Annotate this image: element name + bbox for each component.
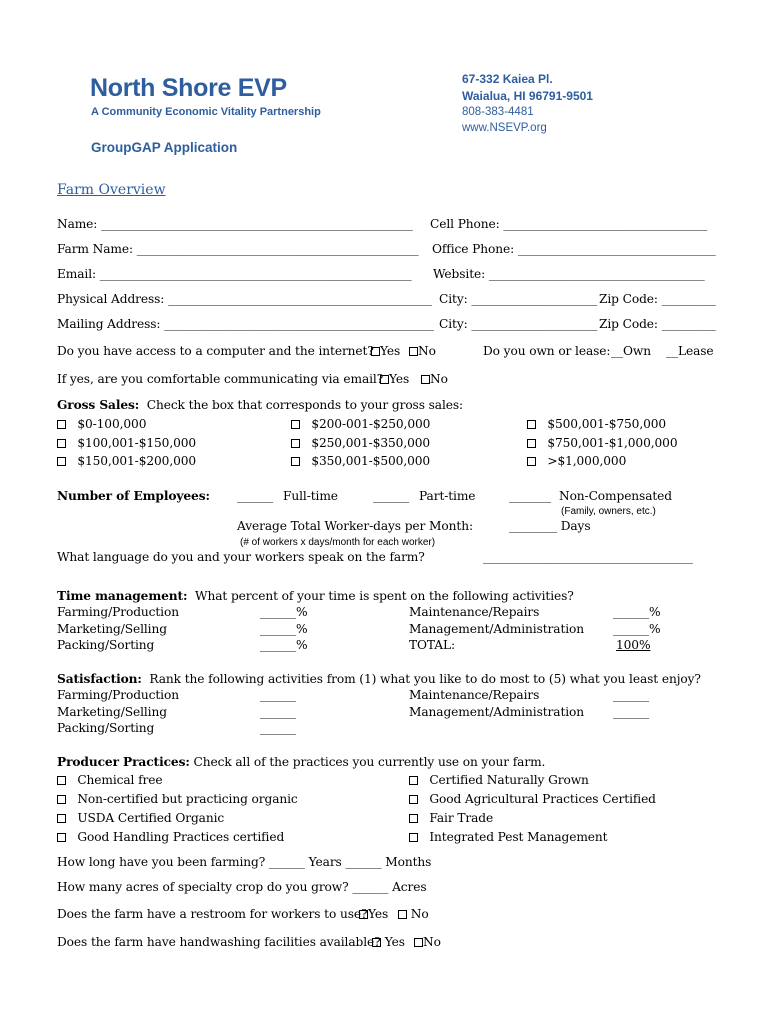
avg-days-field[interactable]: ________ Days [509,519,591,533]
sat-rank-field[interactable]: ______ [613,688,649,702]
language-field[interactable]: ___________________________________ [483,550,693,564]
website-link[interactable]: www.NSEVP.org [462,122,547,134]
sat-rank-field[interactable]: ______ [613,705,649,719]
tm-percent-field[interactable]: ______% [613,605,661,619]
time-management-header: Time management: What percent of your time is spent on the following activities? [57,589,574,603]
sat-item-label: Maintenance/Repairs [409,688,540,702]
mailing-address-field[interactable]: Mailing Address: _____________________________________________ [57,317,434,331]
page-subtitle: GroupGAP Application [91,140,238,155]
tm-item-label: Farming/Production [57,605,179,619]
checkbox-icon[interactable] [57,439,66,448]
address-line-1: 67-332 Kaiea Pl. [462,72,553,86]
practice-option[interactable]: Fair Trade [409,811,493,825]
practice-option[interactable]: Good Handling Practices certified [57,830,284,844]
checkbox-icon[interactable] [414,938,423,947]
fulltime-blank[interactable]: ______ [237,489,273,503]
address-line-2: Waialua, HI 96791-9501 [462,89,593,103]
office-phone-field[interactable]: Office Phone: _________________________________ [432,242,716,256]
email-comfort-question: If yes, are you comfortable communicating via email? [57,372,384,386]
email-field[interactable]: Email: ____________________________________________________ [57,267,412,281]
checkbox-icon[interactable] [291,457,300,466]
mailing-zip-field[interactable]: Zip Code: _________ [599,317,716,331]
checkbox-icon[interactable] [421,375,430,384]
tm-percent-field[interactable]: ______% [260,638,308,652]
sat-rank-field[interactable]: ______ [260,721,296,735]
employees-label: Number of Employees: [57,489,210,503]
physical-zip-field[interactable]: Zip Code: _________ [599,292,716,306]
checkbox-icon[interactable] [371,347,380,356]
own-option[interactable]: __Own [611,344,651,358]
tm-percent-field[interactable]: ______% [613,622,661,636]
gross-sales-option[interactable]: $100,001-$150,000 [57,436,196,450]
checkbox-icon[interactable] [409,833,418,842]
practice-option[interactable]: Certified Naturally Grown [409,773,589,787]
practice-option[interactable]: Non-certified but practicing organic [57,792,298,806]
restroom-yes-option[interactable]: Yes [359,907,388,921]
checkbox-icon[interactable] [57,776,66,785]
org-tagline: A Community Economic Vitality Partnership [91,106,321,118]
sat-item-label: Farming/Production [57,688,179,702]
language-question: What language do you and your workers speak on the farm? [57,550,425,564]
noncomp-blank[interactable]: _______ [509,489,551,503]
gross-sales-option[interactable]: $200-001-$250,000 [291,417,430,431]
sat-rank-field[interactable]: ______ [260,705,296,719]
avg-workdays-note: (# of workers x days/month for each worker) [240,537,436,548]
physical-city-field[interactable]: City: _____________________ [439,292,598,306]
own-lease-question: Do you own or lease: [483,344,611,358]
mailing-city-field[interactable]: City: _____________________ [439,317,598,331]
checkbox-icon[interactable] [409,795,418,804]
practice-option[interactable]: Integrated Pest Management [409,830,607,844]
sat-item-label: Marketing/Selling [57,705,167,719]
checkbox-icon[interactable] [409,814,418,823]
gross-sales-option[interactable]: $350,001-$500,000 [291,454,430,468]
checkbox-icon[interactable] [527,457,536,466]
tm-percent-field[interactable]: ______% [260,605,308,619]
parttime-blank[interactable]: ______ [373,489,409,503]
checkbox-icon[interactable] [57,457,66,466]
gross-sales-option[interactable]: >$1,000,000 [527,454,626,468]
restroom-question: Does the farm have a restroom for workers to use? [57,907,368,921]
practice-option[interactable]: Chemical free [57,773,163,787]
tm-item-label: Management/Administration [409,622,585,636]
checkbox-icon[interactable] [57,795,66,804]
tm-total-label: TOTAL: [409,638,455,652]
checkbox-icon[interactable] [527,420,536,429]
tm-item-label: Maintenance/Repairs [409,605,540,619]
checkbox-icon[interactable] [291,420,300,429]
checkbox-icon[interactable] [57,833,66,842]
gross-sales-option[interactable]: $250,001-$350,000 [291,436,430,450]
tm-item-label: Marketing/Selling [57,622,167,636]
sat-item-label: Packing/Sorting [57,721,155,735]
website-field[interactable]: Website: ____________________________________ [433,267,705,281]
parttime-label: Part-time [419,489,476,503]
checkbox-icon[interactable] [398,910,407,919]
satisfaction-header: Satisfaction: Rank the following activities from (1) what you like to do most to (5) what you least enjoy? [57,672,701,686]
checkbox-icon[interactable] [409,347,418,356]
avg-workdays-label: Average Total Worker-days per Month: [237,519,473,533]
physical-address-field[interactable]: Physical Address: ____________________________________________ [57,292,432,306]
sat-rank-field[interactable]: ______ [260,688,296,702]
handwashing-yes-option[interactable]: Yes [372,935,405,949]
phone-number: 808-383-4481 [462,106,534,118]
noncomp-note: (Family, owners, etc.) [561,506,656,517]
gross-sales-option[interactable]: $0-100,000 [57,417,146,431]
email-yes-option[interactable]: Yes [380,372,409,386]
farm-name-field[interactable]: Farm Name: _______________________________________________ [57,242,419,256]
computer-no-option[interactable]: No [409,344,436,358]
tm-item-label: Packing/Sorting [57,638,155,652]
restroom-no-option[interactable]: No [398,907,429,921]
practice-option[interactable]: Good Agricultural Practices Certified [409,792,656,806]
email-no-option[interactable]: No [421,372,448,386]
gross-sales-option[interactable]: $750,001-$1,000,000 [527,436,677,450]
checkbox-icon[interactable] [57,420,66,429]
handwashing-question: Does the farm have handwashing facilities available? [57,935,381,949]
sat-item-label: Management/Administration [409,705,585,719]
handwashing-no-option[interactable]: No [414,935,441,949]
computer-yes-option[interactable]: Yes [371,344,400,358]
gross-sales-option[interactable]: $150,001-$200,000 [57,454,196,468]
checkbox-icon[interactable] [380,375,389,384]
acres-question[interactable]: How many acres of specialty crop do you grow? ______ Acres [57,880,427,894]
farming-duration-question[interactable]: How long have you been farming? ______ Years ______ Months [57,855,432,869]
gross-sales-header: Gross Sales: Check the box that corresponds to your gross sales: [57,398,464,412]
org-name: North Shore EVP [90,74,287,102]
checkbox-icon[interactable] [372,938,381,947]
practice-option[interactable]: USDA Certified Organic [57,811,224,825]
lease-option[interactable]: __Lease [666,344,714,358]
producer-practices-header: Producer Practices: Check all of the practices you currently use on your farm. [57,755,546,769]
tm-total-value: 100% [616,638,651,652]
checkbox-icon[interactable] [57,814,66,823]
fulltime-label: Full-time [283,489,338,503]
checkbox-icon[interactable] [527,439,536,448]
checkbox-icon[interactable] [359,910,368,919]
noncomp-label: Non-Compensated [559,489,672,503]
checkbox-icon[interactable] [291,439,300,448]
tm-percent-field[interactable]: ______% [260,622,308,636]
name-field[interactable]: Name: ____________________________________________________ [57,217,413,231]
checkbox-icon[interactable] [409,776,418,785]
farm-overview-heading: Farm Overview [57,182,166,198]
gross-sales-option[interactable]: $500,001-$750,000 [527,417,666,431]
cell-phone-field[interactable]: Cell Phone: __________________________________ [430,217,708,231]
computer-question: Do you have access to a computer and the internet? [57,344,374,358]
